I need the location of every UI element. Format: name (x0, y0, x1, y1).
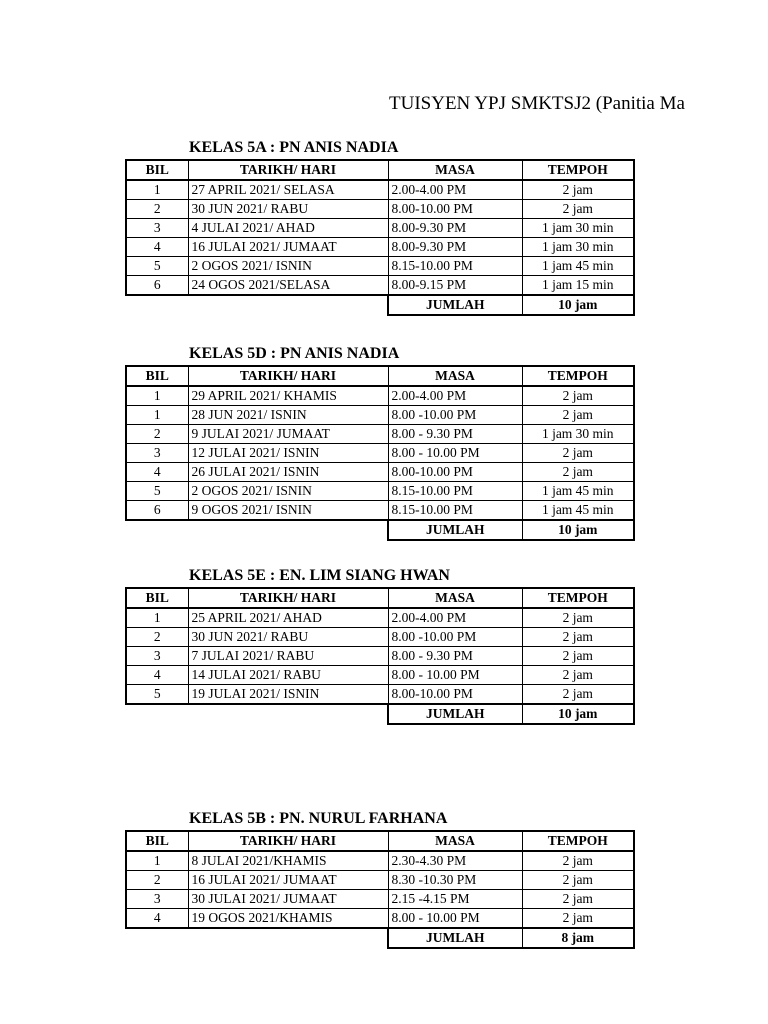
cell-masa: 8.30 -10.30 PM (388, 871, 522, 890)
cell-bil: 1 (126, 851, 188, 871)
table-row (126, 257, 634, 276)
table-row (126, 851, 634, 871)
cell-bil: 1 (126, 608, 188, 628)
table-row (126, 463, 634, 482)
table-row (126, 276, 634, 296)
table-header-row (126, 366, 634, 386)
cell-tarikh-hari: 26 JULAI 2021/ ISNIN (188, 463, 388, 482)
cell-tarikh-hari: 16 JULAI 2021/ JUMAAT (188, 238, 388, 257)
cell-bil: 5 (126, 257, 188, 276)
total-row (126, 520, 634, 540)
table-row (126, 406, 634, 425)
cell-tarikh-hari: 8 JULAI 2021/KHAMIS (188, 851, 388, 871)
schedule-table (125, 365, 635, 541)
cell-tempoh: 1 jam 30 min (522, 238, 634, 257)
cell-tarikh-hari: 9 OGOS 2021/ ISNIN (188, 501, 388, 521)
cell-masa: 8.15-10.00 PM (388, 257, 522, 276)
cell-tempoh: 2 jam (522, 909, 634, 929)
table-row (126, 628, 634, 647)
total-row (126, 704, 634, 724)
cell-tempoh: 1 jam 30 min (522, 425, 634, 444)
table-row (126, 180, 634, 200)
cell-masa: 2.30-4.30 PM (388, 851, 522, 871)
cell-bil: 4 (126, 909, 188, 929)
table-row (126, 200, 634, 219)
cell-tarikh-hari: 4 JULAI 2021/ AHAD (188, 219, 388, 238)
cell-masa: 8.00 -10.00 PM (388, 628, 522, 647)
table-row (126, 501, 634, 521)
section-title: KELAS 5B : PN. NURUL FARHANA (189, 810, 448, 827)
cell-tarikh-hari: 9 JULAI 2021/ JUMAAT (188, 425, 388, 444)
cell-tempoh: 2 jam (522, 890, 634, 909)
cell-masa: 8.15-10.00 PM (388, 501, 522, 521)
header-bil: BIL (126, 160, 188, 180)
table-row (126, 425, 634, 444)
cell-masa: 8.00 - 10.00 PM (388, 666, 522, 685)
table-header-row (126, 588, 634, 608)
cell-tarikh-hari: 29 APRIL 2021/ KHAMIS (188, 386, 388, 406)
cell-masa: 8.00-10.00 PM (388, 463, 522, 482)
header-bil: BIL (126, 831, 188, 851)
header-bil: BIL (126, 366, 188, 386)
cell-bil: 6 (126, 276, 188, 296)
cell-tarikh-hari: 28 JUN 2021/ ISNIN (188, 406, 388, 425)
table-row (126, 871, 634, 890)
cell-tempoh: 2 jam (522, 406, 634, 425)
cell-tempoh: 1 jam 45 min (522, 482, 634, 501)
cell-tempoh: 1 jam 15 min (522, 276, 634, 296)
cell-masa: 8.00 - 10.00 PM (388, 909, 522, 929)
cell-tempoh: 1 jam 30 min (522, 219, 634, 238)
cell-tempoh: 2 jam (522, 386, 634, 406)
cell-masa: 2.15 -4.15 PM (388, 890, 522, 909)
schedule-table (125, 159, 635, 316)
cell-masa: 8.00 -10.00 PM (388, 406, 522, 425)
section-title: KELAS 5E : EN. LIM SIANG HWAN (189, 567, 450, 584)
cell-tempoh: 2 jam (522, 666, 634, 685)
header-tarikh-hari: TARIKH/ HARI (188, 831, 388, 851)
total-row-spacer (126, 520, 388, 540)
cell-tempoh: 2 jam (522, 200, 634, 219)
cell-bil: 3 (126, 444, 188, 463)
header-bil: BIL (126, 588, 188, 608)
table-row (126, 219, 634, 238)
cell-tempoh: 2 jam (522, 180, 634, 200)
cell-tarikh-hari: 2 OGOS 2021/ ISNIN (188, 257, 388, 276)
cell-bil: 6 (126, 501, 188, 521)
total-value: 10 jam (522, 704, 634, 724)
header-masa: MASA (388, 160, 522, 180)
cell-bil: 5 (126, 685, 188, 705)
cell-bil: 2 (126, 200, 188, 219)
cell-tempoh: 1 jam 45 min (522, 257, 634, 276)
header-tarikh-hari: TARIKH/ HARI (188, 160, 388, 180)
cell-tarikh-hari: 24 OGOS 2021/SELASA (188, 276, 388, 296)
cell-bil: 2 (126, 628, 188, 647)
cell-tarikh-hari: 16 JULAI 2021/ JUMAAT (188, 871, 388, 890)
total-value: 10 jam (522, 520, 634, 540)
table-row (126, 238, 634, 257)
cell-masa: 8.00-9.30 PM (388, 219, 522, 238)
cell-tempoh: 2 jam (522, 851, 634, 871)
cell-tarikh-hari: 2 OGOS 2021/ ISNIN (188, 482, 388, 501)
header-tarikh-hari: TARIKH/ HARI (188, 588, 388, 608)
cell-bil: 3 (126, 890, 188, 909)
cell-tarikh-hari: 19 JULAI 2021/ ISNIN (188, 685, 388, 705)
table-header-row (126, 160, 634, 180)
cell-bil: 3 (126, 647, 188, 666)
cell-masa: 2.00-4.00 PM (388, 180, 522, 200)
cell-tempoh: 2 jam (522, 871, 634, 890)
total-value: 8 jam (522, 928, 634, 948)
total-label: JUMLAH (388, 520, 522, 540)
table-row (126, 608, 634, 628)
cell-tempoh: 2 jam (522, 444, 634, 463)
cell-bil: 4 (126, 238, 188, 257)
cell-tarikh-hari: 12 JULAI 2021/ ISNIN (188, 444, 388, 463)
cell-tempoh: 2 jam (522, 463, 634, 482)
cell-masa: 8.00 - 9.30 PM (388, 425, 522, 444)
header-masa: MASA (388, 366, 522, 386)
total-row-spacer (126, 704, 388, 724)
header-tarikh-hari: TARIKH/ HARI (188, 366, 388, 386)
cell-bil: 2 (126, 871, 188, 890)
cell-bil: 5 (126, 482, 188, 501)
total-label: JUMLAH (388, 295, 522, 315)
cell-tarikh-hari: 19 OGOS 2021/KHAMIS (188, 909, 388, 929)
cell-tarikh-hari: 14 JULAI 2021/ RABU (188, 666, 388, 685)
total-row (126, 928, 634, 948)
header-tempoh: TEMPOH (522, 588, 634, 608)
cell-tempoh: 2 jam (522, 608, 634, 628)
cell-bil: 1 (126, 386, 188, 406)
cell-masa: 8.00 - 10.00 PM (388, 444, 522, 463)
cell-bil: 4 (126, 666, 188, 685)
cell-bil: 3 (126, 219, 188, 238)
header-masa: MASA (388, 831, 522, 851)
cell-masa: 8.00-9.30 PM (388, 238, 522, 257)
cell-masa: 2.00-4.00 PM (388, 608, 522, 628)
cell-tarikh-hari: 30 JUN 2021/ RABU (188, 200, 388, 219)
table-row (126, 647, 634, 666)
cell-tempoh: 2 jam (522, 628, 634, 647)
section-title: KELAS 5D : PN ANIS NADIA (189, 345, 400, 362)
header-tempoh: TEMPOH (522, 160, 634, 180)
total-row (126, 295, 634, 315)
table-row (126, 685, 634, 705)
cell-tarikh-hari: 30 JULAI 2021/ JUMAAT (188, 890, 388, 909)
cell-bil: 1 (126, 406, 188, 425)
total-value: 10 jam (522, 295, 634, 315)
table-row (126, 482, 634, 501)
total-label: JUMLAH (388, 928, 522, 948)
header-masa: MASA (388, 588, 522, 608)
total-row-spacer (126, 295, 388, 315)
cell-tarikh-hari: 25 APRIL 2021/ AHAD (188, 608, 388, 628)
cell-bil: 1 (126, 180, 188, 200)
cell-bil: 4 (126, 463, 188, 482)
table-row (126, 890, 634, 909)
table-header-row (126, 831, 634, 851)
page-title: TUISYEN YPJ SMKTSJ2 (Panitia Ma (389, 93, 685, 114)
cell-masa: 8.00 - 9.30 PM (388, 647, 522, 666)
cell-bil: 2 (126, 425, 188, 444)
cell-tempoh: 2 jam (522, 647, 634, 666)
schedule-table (125, 587, 635, 725)
cell-masa: 2.00-4.00 PM (388, 386, 522, 406)
total-row-spacer (126, 928, 388, 948)
cell-tempoh: 1 jam 45 min (522, 501, 634, 521)
cell-masa: 8.00-10.00 PM (388, 685, 522, 705)
section-title: KELAS 5A : PN ANIS NADIA (189, 139, 399, 156)
table-row (126, 666, 634, 685)
schedule-table (125, 830, 635, 949)
table-row (126, 909, 634, 929)
cell-tarikh-hari: 7 JULAI 2021/ RABU (188, 647, 388, 666)
table-row (126, 386, 634, 406)
header-tempoh: TEMPOH (522, 366, 634, 386)
cell-masa: 8.00-10.00 PM (388, 200, 522, 219)
cell-masa: 8.00-9.15 PM (388, 276, 522, 296)
table-row (126, 444, 634, 463)
total-label: JUMLAH (388, 704, 522, 724)
cell-masa: 8.15-10.00 PM (388, 482, 522, 501)
cell-tarikh-hari: 30 JUN 2021/ RABU (188, 628, 388, 647)
cell-tarikh-hari: 27 APRIL 2021/ SELASA (188, 180, 388, 200)
cell-tempoh: 2 jam (522, 685, 634, 705)
header-tempoh: TEMPOH (522, 831, 634, 851)
